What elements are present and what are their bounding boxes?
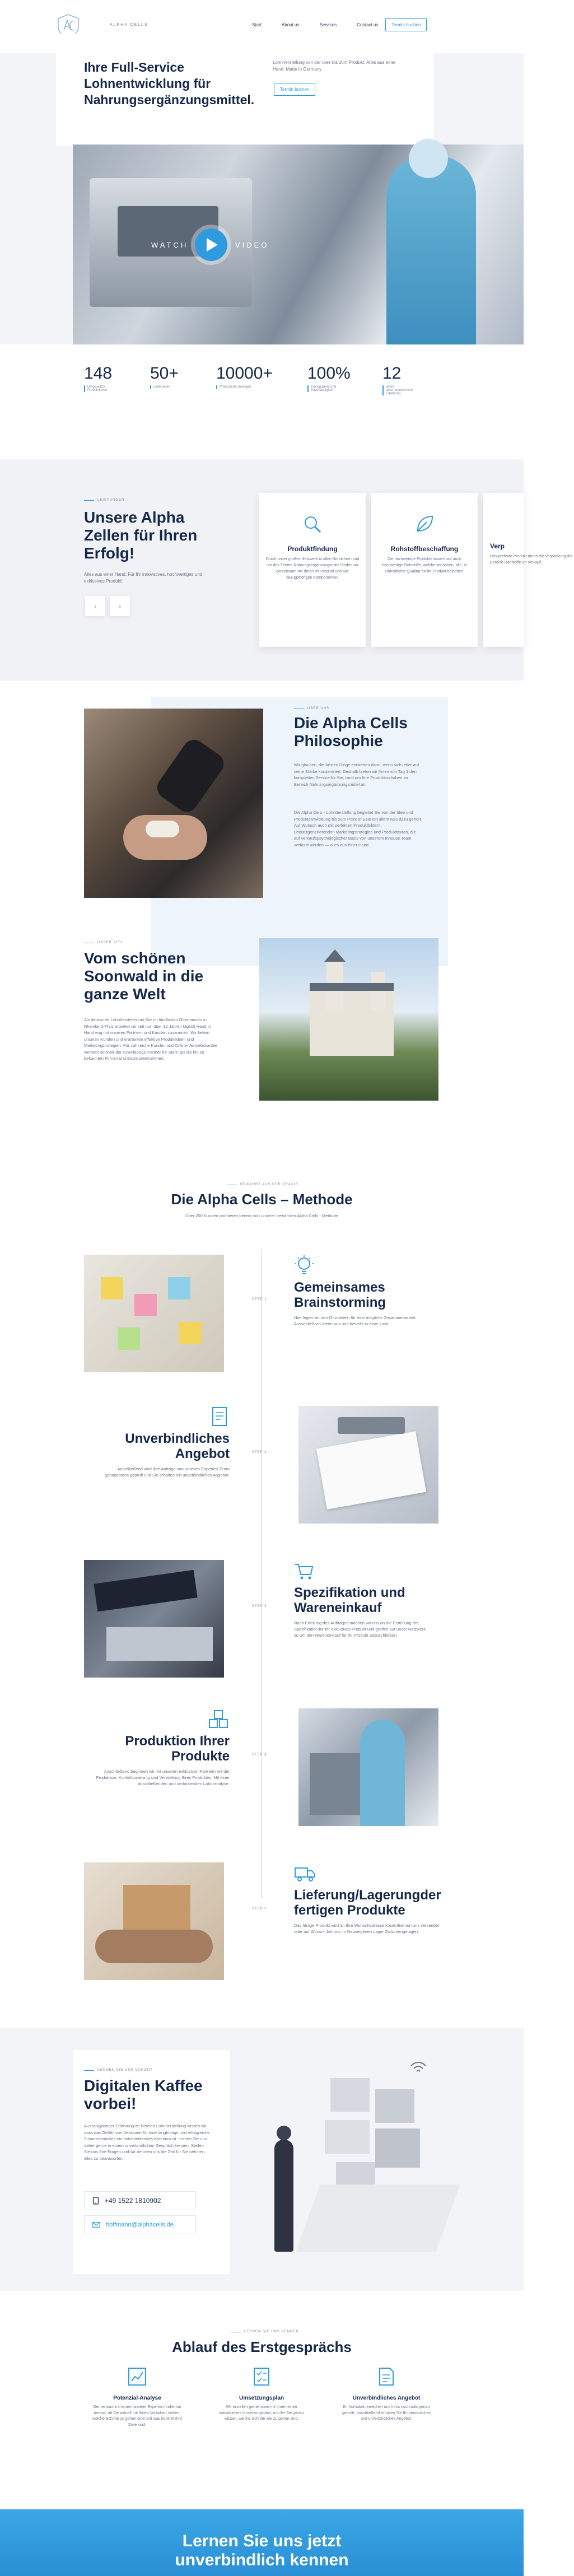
paper-sheet xyxy=(316,1431,426,1510)
header-cta-button[interactable]: Termin buchen xyxy=(385,18,427,31)
screen-tile xyxy=(375,2089,414,2123)
video-call-illustration xyxy=(263,2056,448,2274)
search-icon xyxy=(301,513,324,535)
service-card-text: Durch unser großes Netzwerk in allen Bereichen rund um das Thema Nahrungsergänzungsmittel finden wir gemeinsam mit Ihnen Ihr Produkt und alle dazugehörigen Komponenten. xyxy=(265,557,360,580)
step5-image xyxy=(84,1862,224,1980)
pills-shape xyxy=(146,821,179,837)
laptop-base xyxy=(296,2184,460,2252)
step-title: Spezifikation und Wareneinkauf xyxy=(294,1585,405,1615)
stat-label: Umgesetzte Produktideen xyxy=(84,385,118,392)
philosophy-eyebrow xyxy=(294,707,329,710)
delivery-truck-icon xyxy=(294,1862,316,1885)
philosophy-paragraph-1: Wir glauben, die besten Dinge entstehen dann, wenn sich jeder auf seine Stärke konzentriert. Deshalb bieten wir Ihnen von Tag 1 den kompletten Service für Sie, rund um Ihre Produktvorhaben im Bereich Nahrungsergänzungsmittel an. xyxy=(294,762,419,787)
cart-icon xyxy=(294,1560,314,1582)
services-eyebrow-text: LEISTUNGEN xyxy=(97,499,125,502)
service-card-text: Das perfekte Produkt durch die Verpackung der Bereich Rohstoffe an Verkauf. xyxy=(490,555,573,565)
worker-head xyxy=(409,139,448,178)
hero-intro: Lohnherstellung von der Idee bis zum Produkt. Alles aus einer Hand. Made in Germany. xyxy=(273,60,396,72)
hero-video-image[interactable] xyxy=(73,145,524,344)
video-label-left: WATCH xyxy=(151,241,189,249)
stat-item xyxy=(307,364,382,395)
file-folders xyxy=(106,1627,213,1661)
service-card-title: Verp xyxy=(490,542,505,550)
footer-cta-band xyxy=(0,2509,524,2576)
specifications-tab xyxy=(94,1570,197,1612)
stat-label: Transparenz und Zuverlässigkeit xyxy=(307,385,344,392)
method-title: Die Alpha Cells – Methode xyxy=(171,1191,353,1208)
main-nav xyxy=(252,22,378,27)
worker-figure xyxy=(386,156,476,344)
stat-item xyxy=(382,364,444,395)
castle-tower-roof xyxy=(324,949,346,962)
step-label: STEP 4 xyxy=(252,1753,267,1757)
stat-value: 100% xyxy=(307,364,351,383)
brand-name: ALPHA CELLS xyxy=(110,23,148,27)
step2-content xyxy=(95,1406,230,1478)
screen-tile xyxy=(375,2128,420,2168)
leaf-icon xyxy=(413,513,436,535)
step-text: Anschließend wird Ihre Anfrage von unseren Experten-Team genauestens geprüft und Sie erhalten ein unverbindliches Angebot. xyxy=(104,1466,230,1478)
nav-services[interactable]: Services xyxy=(319,22,337,27)
step-text: Anschließend beginnen wir mit unseren exklusiven Partnern mit der Produktion, Konfektionierung und Veredelung Ihres Produktes. Mit einer abschließenden und umfassenden Laboranalyse. xyxy=(96,1769,230,1786)
carousel-next-button[interactable]: › xyxy=(110,596,130,616)
sticky-note xyxy=(118,1327,140,1350)
stat-label: Lieferanten xyxy=(150,385,184,389)
stat-item xyxy=(84,364,150,395)
nav-about[interactable]: About us xyxy=(281,22,300,27)
offer-document-icon xyxy=(376,2367,396,2387)
stat-label: Produzierte Dosagen xyxy=(216,385,255,389)
service-card[interactable] xyxy=(371,493,478,647)
location-eyebrow-text: UNSER SITZ xyxy=(97,941,123,944)
process-item-title: Umsetzungsplan xyxy=(239,2395,284,2401)
philosophy-image xyxy=(84,709,263,898)
phone-icon xyxy=(92,2197,99,2205)
nav-contact[interactable]: Contact us xyxy=(357,22,379,27)
stat-value: 50+ xyxy=(150,364,179,383)
step-title: Unverbindliches Angebot xyxy=(125,1431,230,1461)
method-subtitle: Über 200 Kunden profitieren bereits von unserer bewährten Alpha Cells - Methode xyxy=(185,1213,339,1218)
machine-shape xyxy=(310,1753,360,1815)
phone-number: +49 1522 1810902 xyxy=(105,2197,161,2205)
mail-icon xyxy=(92,2222,100,2228)
step-title: Gemeinsames Brainstorming xyxy=(294,1280,386,1310)
service-card-text: Die hochwertige Produkte basiert auf auch hochwertige Rohstoffe, welche wir haben, alle, in einheitlicher Qualität für Ihr Produkt beziehen. xyxy=(382,557,467,574)
service-card-title: Rohstoffbeschaffung xyxy=(390,545,459,553)
step5-content xyxy=(294,1862,440,1935)
step3-content xyxy=(294,1560,428,1638)
process-item-title: Unverbindliches Angebot xyxy=(352,2395,421,2401)
location-title: Vom schönen Soonwald in die ganze Welt xyxy=(84,949,204,1003)
document-icon xyxy=(209,1406,230,1428)
services-title: Unsere Alpha Zellen für Ihren Erfolg! xyxy=(84,509,198,562)
sticky-note xyxy=(168,1277,190,1299)
worker-figure xyxy=(360,1720,405,1826)
step1-image xyxy=(84,1255,224,1372)
philosophy-paragraph-2: Die Alpha Cells - Lohnherstellung begleitet Sie von der Idee und Produktentwicklung bis zum Point of Sale mit allem was dazu gehört. Auf Wunsch auch mit perfekten Produktbildern, umsatzgenerierenden Marketingstrategien und Produkttexten, die auf verkaufspsychologischer Basis von unserem Inhouse Team verfasst werden — alles aus einer Hand. xyxy=(294,810,422,847)
step1-content xyxy=(294,1255,428,1327)
nav-start[interactable]: Start xyxy=(252,22,262,27)
boxes-icon xyxy=(207,1708,230,1731)
step-title: Lieferung/Lagerungder fertigen Produkte xyxy=(294,1888,441,1918)
stat-value: 12 xyxy=(382,364,402,383)
phone-link[interactable] xyxy=(84,2191,196,2210)
stat-value: 10000+ xyxy=(216,364,273,383)
step-label: STEP 1 xyxy=(252,1298,267,1301)
service-card-title: Produktfindung xyxy=(287,545,338,553)
stat-item xyxy=(150,364,216,395)
stats-list xyxy=(84,364,444,395)
wifi-icon xyxy=(410,2061,427,2074)
philosophy-title: Die Alpha Cells Philosophie xyxy=(294,714,408,749)
process-item xyxy=(217,2367,306,2423)
step-text: Nach Erteilung des Auftrages machen wir uns an die Erstellung der Spezifikation für Ihr exklusives Produkt und greifen auf unser Netzwerk zu um den Wareneinkauf für Ihr Produkt abzuschließen. xyxy=(294,1620,426,1638)
process-item-text: Ihr Vorhaben erreichen uns Infos nochmals genau geprüft, anschließend erhalten Sie Ihr persönliches und unverbindliches Angebot. xyxy=(342,2405,431,2421)
chart-icon xyxy=(127,2367,147,2387)
service-card[interactable] xyxy=(259,493,366,647)
play-icon xyxy=(207,238,218,251)
coffee-text: Aus langjähriger Erfahrung im Bereich Lohnherstellung wissen wir, dass das Gefühl von Vertrauen für eine langfristige und erfolgreiche Zusammenarbeit ein entscheidendes Kriterium ist. Lernen Sie uns daher gerne in einem unverbindlichen Gespräch kennen. Stellen Sie uns Ihre Fragen und wir nehmen uns die Zeit für Sie nehmen, alles zu beantworten. xyxy=(84,2123,210,2161)
bottle-shape xyxy=(153,735,228,816)
service-card-partial[interactable] xyxy=(483,493,573,647)
castle-tower-2 xyxy=(371,972,385,1011)
sticky-note xyxy=(134,1294,157,1316)
process-title: Ablauf des Erstgesprächs xyxy=(172,2339,352,2355)
philosophy-eyebrow-text: ÜBER UNS xyxy=(307,707,330,710)
process-eyebrow xyxy=(231,2330,299,2333)
process-item xyxy=(342,2367,431,2423)
coffee-eyebrow-text: KENNEN SIE UNS SCHON? xyxy=(97,2069,153,2072)
castle-image xyxy=(259,938,438,1101)
services-eyebrow xyxy=(84,499,124,502)
process-eyebrow-text: LERNEN SIE UNS KENNEN xyxy=(244,2330,299,2333)
process-item-text: Gemeinsam mit einem unserer Experten finden wir heraus, ob Sie aktuell mit Ihrem Vorhaben stehen, welche Schritte zu gehen sind und was konkret Ihre Ziele sind. xyxy=(92,2405,182,2427)
step-label: STEP 3 xyxy=(252,1605,267,1608)
checklist-icon xyxy=(251,2367,272,2387)
step-text: Das fertige Produkt wird an Ihre Wunschadresse kostenfrei von uns versendet oder auf Wunsch bei uns im Hauseigenen Lager Zwischengelagert. xyxy=(294,1923,440,1934)
email-address: hoffmann@alphacells.de xyxy=(106,2221,174,2228)
location-text: Als deutscher Lohnhersteller mit Sitz im ländlichen Oberhausen in Rheinland-Pfalz arbeiten wir seit nun über 12 Jahren täglich Hand in Hand eng mit unseren Partnern und Kunden zusammen. Wir liefern unseren Kunden und erarbeiten effektive Produktideen und Marketingstrategien. Für zahlreiche Kunden und Online-Vertriebskanäle weltweit sind wir der zuverlässige Partner für Start-ups bis hin zu bekannten Firmen und Einzelunternehmen. xyxy=(84,1017,218,1061)
process-item-text: Wir erstellen gemeinsam mit Ihnen einen individuellen Umsetzungsplan, mit der Sie genau wissen, welche Schritte wie zu gehen sind. xyxy=(219,2405,304,2421)
step-title: Produktion Ihrer Produkte xyxy=(125,1734,230,1764)
hero-cta-button[interactable]: Termin buchen xyxy=(274,83,315,96)
step-text: Hier legen wir den Grundstein für eine mögliche Zusammenarbeit. Ausschließlich Ideen aus und besteht in einer Linie. xyxy=(294,1315,417,1326)
method-eyebrow xyxy=(227,1183,298,1186)
sticky-note xyxy=(179,1322,202,1344)
clipboard-clip xyxy=(338,1417,405,1434)
step-label: STEP 5 xyxy=(252,1907,267,1911)
hero-title: Ihre Full-Service Lohnentwicklung für Nahrungsergänzungsmittel. xyxy=(84,60,255,107)
video-label-right: VIDEO xyxy=(235,241,269,249)
services-intro: Alles aus einer Hand. Für Ihr innovatives, hochwertiges und exklusives Produkt! xyxy=(84,572,203,584)
lightbulb-icon xyxy=(294,1255,314,1277)
coffee-title: Digitalen Kaffee vorbei! xyxy=(84,2077,203,2112)
screen-tile xyxy=(325,2120,370,2154)
email-link[interactable] xyxy=(84,2215,196,2234)
castle-roof xyxy=(310,983,394,991)
coffee-eyebrow xyxy=(84,2069,152,2072)
step3-image xyxy=(84,1560,224,1678)
sticky-note xyxy=(101,1277,123,1299)
process-item-title: Potenzial-Analyse xyxy=(113,2395,161,2401)
carousel-prev-button[interactable]: ‹ xyxy=(85,596,105,616)
man-figure xyxy=(274,2140,293,2252)
stat-item xyxy=(216,364,307,395)
footer-cta-title: Lernen Sie uns jetzt unverbindlich kennen xyxy=(175,2532,349,2569)
play-button[interactable] xyxy=(195,229,227,261)
process-item xyxy=(92,2367,182,2428)
method-eyebrow-text: BEWÄHRT AUS DER PRAXIS xyxy=(240,1183,298,1186)
step2-image xyxy=(298,1406,438,1524)
hands-shape xyxy=(95,1930,213,1963)
screen-tile xyxy=(330,2078,370,2112)
stat-label: Jahre unternehmerische Erfahrung xyxy=(382,385,419,395)
stat-value: 148 xyxy=(84,364,113,383)
step-label: STEP 2 xyxy=(252,1451,267,1454)
man-head xyxy=(277,2126,291,2140)
step4-content xyxy=(95,1708,230,1787)
location-eyebrow xyxy=(84,941,123,944)
step4-image xyxy=(298,1708,438,1826)
